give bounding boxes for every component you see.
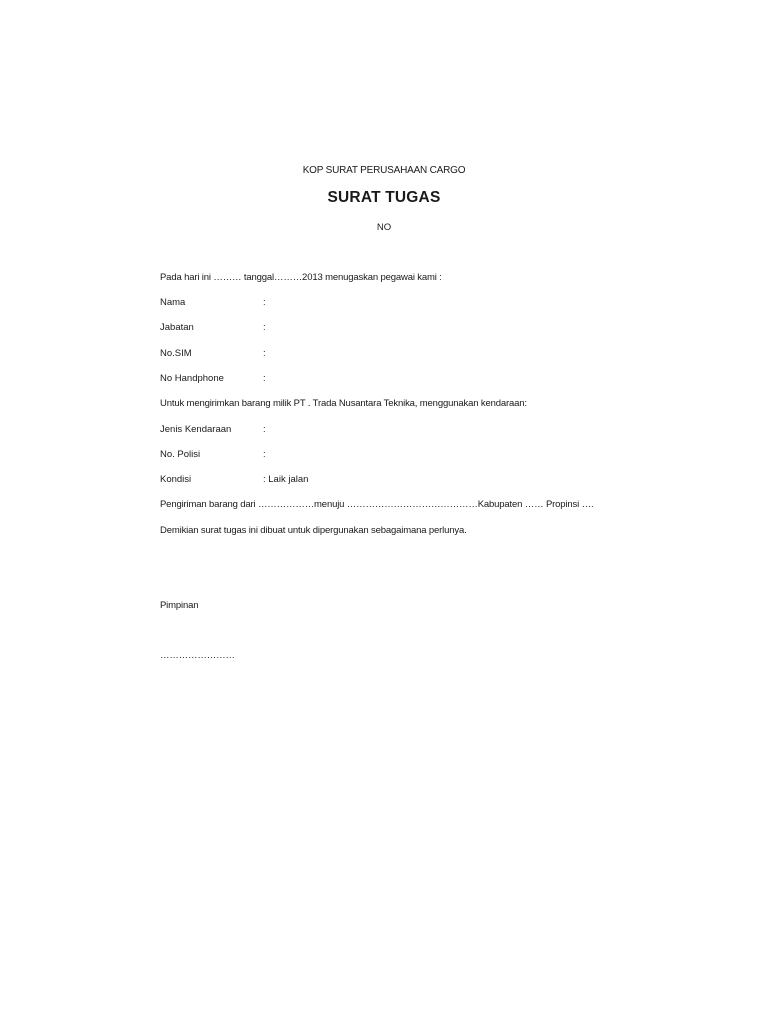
- letter-number-label: NO: [376, 222, 392, 233]
- purpose-paragraph: Untuk mengirimkan barang milik PT . Trada Nusantara Teknika, menggunakan kendaraan:: [160, 398, 527, 409]
- signatory-title: Pimpinan: [160, 600, 199, 611]
- document-title: SURAT TUGAS: [327, 189, 441, 206]
- field-label-nosim: No.SIM: [160, 348, 192, 359]
- signature-line: ……………………: [160, 650, 235, 661]
- letterhead: KOP SURAT PERUSAHAAN CARGO: [302, 165, 466, 176]
- field-label-jabatan: Jabatan: [160, 322, 194, 333]
- intro-paragraph: Pada hari ini ……… tanggal………2013 menugaskan pegawai kami :: [160, 272, 442, 283]
- field-label-nama: Nama: [160, 297, 186, 308]
- field-value-nosim: :: [263, 348, 266, 359]
- field-value-handphone: :: [263, 373, 266, 384]
- field-value-kondisi: : Laik jalan: [263, 474, 309, 485]
- field-value-jabatan: :: [263, 322, 266, 333]
- shipment-paragraph: Pengiriman barang dari ………………menuju ……………………………………Kabupaten …… Propinsi ….: [160, 499, 594, 510]
- closing-paragraph: Demikian surat tugas ini dibuat untuk dipergunakan sebagaimana perlunya.: [160, 525, 467, 536]
- field-value-jenis-kendaraan: :: [263, 424, 266, 435]
- field-label-no-polisi: No. Polisi: [160, 449, 201, 460]
- field-label-kondisi: Kondisi: [160, 474, 192, 485]
- field-label-handphone: No Handphone: [160, 373, 224, 384]
- field-value-no-polisi: :: [263, 449, 266, 460]
- field-value-nama: :: [263, 297, 266, 308]
- field-label-jenis-kendaraan: Jenis Kendaraan: [160, 424, 232, 435]
